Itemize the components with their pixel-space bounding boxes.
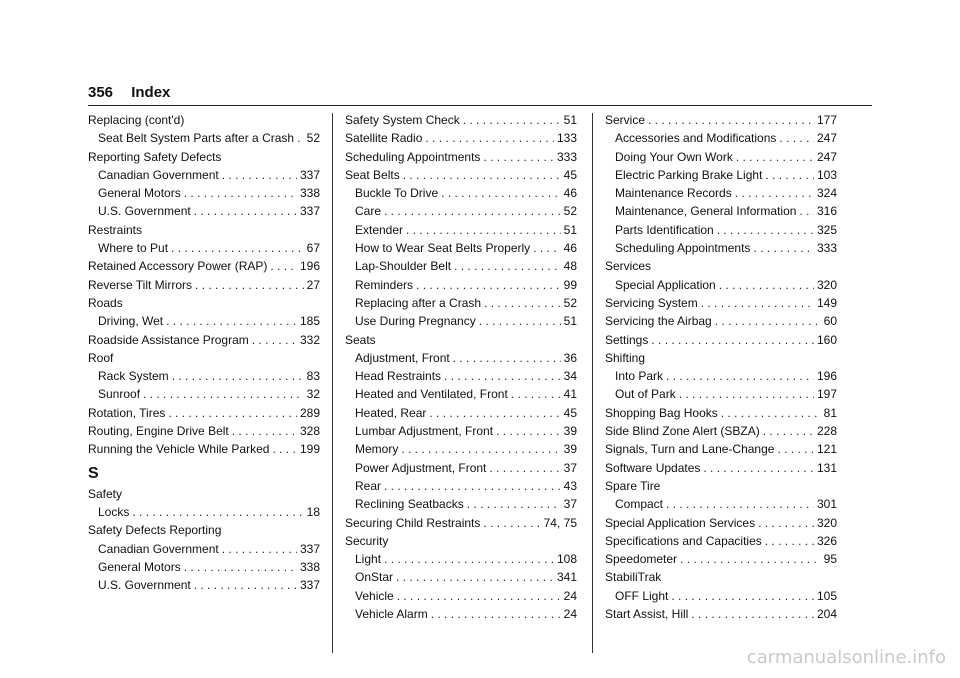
entry-page: 52	[306, 131, 320, 146]
index-heading: Roads	[88, 295, 123, 310]
entry-term: General Motors	[98, 559, 181, 574]
dot-leader	[397, 589, 561, 603]
dot-leader	[736, 150, 814, 164]
entry-page: 46	[563, 241, 577, 256]
entry-term: Vehicle Alarm	[355, 607, 428, 622]
index-entry	[88, 278, 320, 296]
index-entry	[605, 442, 837, 460]
entry-page: 228	[816, 424, 837, 439]
entry-term: Extender	[355, 222, 404, 237]
index-subentry	[605, 497, 837, 515]
dot-leader	[444, 369, 561, 383]
entry-page: 131	[816, 460, 837, 475]
index-subentry	[88, 387, 320, 405]
dot-leader	[489, 461, 560, 475]
entry-page: 196	[816, 369, 837, 384]
entry-page: 320	[816, 277, 837, 292]
index-heading: Security	[345, 533, 389, 548]
entry-term: Service	[605, 113, 646, 127]
entry-page: 32	[306, 387, 320, 402]
index-column-2	[345, 113, 577, 625]
dot-leader	[666, 497, 814, 511]
entry-page: 204	[816, 607, 837, 622]
index-subentry	[345, 552, 577, 570]
entry-page: 95	[823, 552, 837, 567]
index-subentry	[88, 314, 320, 332]
index-entry	[345, 131, 577, 149]
dot-leader	[765, 534, 814, 548]
index-subentry	[345, 369, 577, 387]
entry-page: 52	[563, 295, 577, 310]
entry-page: 149	[816, 295, 837, 310]
entry-term: Rack System	[98, 369, 169, 384]
entry-term: Speedometer	[605, 552, 678, 567]
dot-leader	[719, 278, 814, 292]
index-subentry	[88, 241, 320, 259]
entry-page: 83	[306, 369, 320, 384]
dot-leader	[777, 442, 814, 456]
index-subentry	[605, 204, 837, 222]
dot-leader	[496, 424, 561, 438]
entry-page: 18	[306, 504, 320, 519]
dot-leader	[533, 241, 560, 255]
index-subentry	[88, 560, 320, 578]
dot-leader	[479, 314, 561, 328]
entry-page: 105	[816, 588, 837, 603]
entry-term: Doing Your Own Work	[615, 149, 733, 164]
index-subentry	[605, 241, 837, 259]
index-entry	[605, 314, 837, 332]
entry-page: 328	[299, 424, 320, 439]
index-subentry	[605, 223, 837, 241]
entry-page: 36	[563, 350, 577, 365]
entry-page: 24	[563, 588, 577, 603]
index-subentry	[345, 223, 577, 241]
entry-page: 39	[563, 442, 577, 457]
entry-term: Special Application Services	[605, 515, 756, 530]
entry-term: Lumbar Adjustment, Front	[355, 424, 494, 439]
entry-page: 289	[299, 405, 320, 420]
entry-page: 333	[816, 241, 837, 256]
entry-term: U.S. Government	[98, 204, 191, 219]
entry-term: Locks	[98, 504, 130, 519]
entry-page: 45	[563, 405, 577, 420]
dot-leader	[753, 241, 814, 255]
entry-term: Seat Belt System Parts after a Crash	[98, 131, 295, 146]
dot-leader	[483, 150, 554, 164]
entry-term: OnStar	[355, 570, 394, 585]
dot-leader	[463, 113, 561, 127]
entry-term: Use During Pregnancy	[355, 314, 476, 329]
dot-leader	[425, 131, 554, 145]
page-header	[88, 84, 170, 101]
entry-term: Signals, Turn and Lane-Change	[605, 442, 775, 457]
entry-term: Reclining Seatbacks	[355, 497, 464, 512]
dot-leader	[172, 369, 304, 383]
dot-leader	[431, 607, 561, 621]
entry-page: 199	[299, 442, 320, 457]
entry-page: 196	[299, 259, 320, 274]
dot-leader	[691, 607, 814, 621]
index-entry	[605, 534, 837, 552]
entry-term: Running the Vehicle While Parked	[88, 442, 270, 457]
entry-term: Reminders	[355, 277, 414, 292]
entry-term: Canadian Government	[98, 541, 219, 556]
entry-page: 41	[563, 387, 577, 402]
entry-term: Head Restraints	[355, 369, 442, 384]
index-entry	[605, 552, 837, 570]
entry-page: 37	[563, 460, 577, 475]
entry-term: Power Adjustment, Front	[355, 460, 487, 475]
index-entry	[605, 333, 837, 351]
dot-leader	[384, 204, 561, 218]
entry-page: 46	[563, 186, 577, 201]
index-subentry	[88, 505, 320, 523]
entry-term: Adjustment, Front	[355, 350, 450, 365]
dot-leader	[166, 314, 297, 328]
entry-page: 74, 75	[543, 515, 577, 530]
entry-term: Seat Belts	[345, 167, 400, 182]
dot-leader	[763, 424, 814, 438]
entry-page: 337	[299, 541, 320, 556]
index-subentry	[345, 259, 577, 277]
index-subentry	[88, 542, 320, 560]
index-subentry	[345, 461, 577, 479]
entry-term: Care	[355, 204, 382, 219]
index-subentry	[345, 442, 577, 460]
dot-leader	[666, 369, 814, 383]
entry-page: 27	[306, 277, 320, 292]
dot-leader	[416, 278, 561, 292]
dot-leader	[651, 333, 814, 347]
entry-term: Safety System Check	[345, 113, 460, 127]
entry-page: 121	[816, 442, 837, 457]
dot-leader	[648, 113, 814, 127]
index-entry	[345, 168, 577, 186]
entry-page: 332	[299, 332, 320, 347]
dot-leader	[297, 131, 304, 145]
index-heading: Roof	[88, 350, 114, 365]
index-heading: Shifting	[605, 350, 646, 365]
entry-page: 337	[299, 204, 320, 219]
entry-term: Rear	[355, 478, 382, 493]
entry-page: 108	[556, 552, 577, 567]
index-heading: Restraints	[88, 222, 143, 237]
index-entry	[345, 516, 577, 534]
index-subentry	[88, 131, 320, 149]
entry-term: Heated, Rear	[355, 405, 427, 420]
index-heading: Safety Defects Reporting	[88, 523, 222, 538]
entry-page: 301	[816, 497, 837, 512]
entry-page: 338	[299, 186, 320, 201]
dot-leader	[384, 552, 554, 566]
index-subentry	[345, 241, 577, 259]
dot-leader	[252, 333, 297, 347]
dot-leader	[671, 589, 814, 603]
page-title: Index	[131, 84, 171, 101]
index-entry	[605, 516, 837, 534]
dot-leader	[484, 296, 561, 310]
entry-page: 325	[816, 222, 837, 237]
dot-leader	[441, 186, 560, 200]
index-subentry	[605, 186, 837, 204]
entry-term: Start Assist, Hill	[605, 607, 689, 622]
index-entry	[605, 406, 837, 424]
dot-leader	[467, 497, 561, 511]
entry-term: Special Application	[615, 277, 716, 292]
dot-leader	[272, 442, 297, 456]
index-entry	[345, 150, 577, 168]
index-subentry	[345, 351, 577, 369]
dot-leader	[679, 387, 814, 401]
entry-term: Light	[355, 552, 382, 567]
dot-leader	[222, 168, 297, 182]
index-subentry	[345, 314, 577, 332]
index-subentry	[88, 204, 320, 222]
dot-leader	[168, 406, 297, 420]
section-letter: S	[88, 464, 99, 482]
entry-page: 60	[823, 314, 837, 329]
index-subentry	[605, 278, 837, 296]
entry-term: Compact	[615, 497, 664, 512]
index-entry	[88, 259, 320, 277]
column-divider	[332, 113, 333, 653]
entry-page: 337	[299, 167, 320, 182]
index-subentry	[605, 168, 837, 186]
index-subentry	[605, 131, 837, 149]
entry-page: 333	[556, 149, 577, 164]
dot-leader	[429, 406, 560, 420]
index-subentry	[345, 479, 577, 497]
entry-page: 43	[563, 478, 577, 493]
index-subentry	[345, 607, 577, 625]
entry-term: Heated and Ventilated, Front	[355, 387, 508, 402]
entry-term: Roadside Assistance Program	[88, 332, 249, 347]
index-heading: Seats	[345, 332, 376, 347]
entry-term: Settings	[605, 332, 649, 347]
entry-term: Out of Park	[615, 387, 676, 402]
index-subentry	[345, 570, 577, 588]
index-subentry	[345, 497, 577, 515]
entry-term: Into Park	[615, 369, 664, 384]
index-subentry	[88, 186, 320, 204]
dot-leader	[765, 168, 814, 182]
index-heading: Safety	[88, 486, 123, 501]
entry-page: 247	[816, 149, 837, 164]
entry-term: OFF Light	[615, 588, 669, 603]
dot-leader	[406, 223, 561, 237]
entry-page: 197	[816, 387, 837, 402]
index-subentry	[345, 186, 577, 204]
entry-page: 67	[306, 241, 320, 256]
index-column-3	[605, 113, 837, 625]
index-subentry	[345, 424, 577, 442]
index-subentry	[345, 204, 577, 222]
index-entry	[88, 406, 320, 424]
entry-term: Maintenance, General Information	[615, 204, 797, 219]
entry-term: Canadian Government	[98, 167, 219, 182]
index-subentry	[88, 578, 320, 596]
entry-page: 51	[563, 222, 577, 237]
dot-leader	[384, 479, 561, 493]
entry-term: Satellite Radio	[345, 131, 423, 146]
entry-page: 177	[816, 113, 837, 127]
dot-leader	[132, 505, 303, 519]
entry-page: 316	[816, 204, 837, 219]
entry-page: 24	[563, 607, 577, 622]
index-entry	[605, 607, 837, 625]
entry-page: 337	[299, 578, 320, 593]
entry-page: 39	[563, 424, 577, 439]
dot-leader	[511, 387, 561, 401]
entry-term: Buckle To Drive	[355, 186, 439, 201]
dot-leader	[143, 387, 304, 401]
index-entry	[605, 424, 837, 442]
entry-term: U.S. Government	[98, 578, 191, 593]
index-entry	[88, 442, 320, 460]
entry-page: 81	[823, 405, 837, 420]
entry-term: Replacing after a Crash	[355, 295, 482, 310]
index-entry	[88, 424, 320, 442]
dot-leader	[401, 442, 560, 456]
entry-page: 51	[563, 314, 577, 329]
entry-term: Servicing System	[605, 295, 698, 310]
entry-term: How to Wear Seat Belts Properly	[355, 241, 531, 256]
page-number: 356	[88, 84, 114, 101]
entry-term: Scheduling Appointments	[615, 241, 751, 256]
index-heading: Reporting Safety Defects	[88, 149, 222, 164]
dot-leader	[735, 186, 814, 200]
entry-term: Accessories and Modifications	[615, 131, 777, 146]
entry-page: 45	[563, 167, 577, 182]
index-subentry	[88, 369, 320, 387]
entry-term: General Motors	[98, 186, 181, 201]
entry-term: Lap-Shoulder Belt	[355, 259, 452, 274]
index-entry	[605, 296, 837, 314]
entry-term: Reverse Tilt Mirrors	[88, 277, 193, 292]
entry-term: Software Updates	[605, 460, 701, 475]
dot-leader	[184, 560, 297, 574]
entry-page: 341	[556, 570, 577, 585]
dot-leader	[779, 131, 814, 145]
index-subentry	[605, 369, 837, 387]
entry-page: 185	[299, 314, 320, 329]
entry-term: Securing Child Restraints	[345, 515, 481, 530]
entry-term: Memory	[355, 442, 399, 457]
entry-page: 99	[563, 277, 577, 292]
dot-leader	[717, 223, 814, 237]
entry-page: 247	[816, 131, 837, 146]
entry-page: 52	[563, 204, 577, 219]
index-subentry	[345, 296, 577, 314]
index-subentry	[345, 278, 577, 296]
entry-term: Specifications and Capacities	[605, 533, 762, 548]
index-subentry	[345, 406, 577, 424]
index-subentry	[345, 387, 577, 405]
index-entry	[345, 113, 577, 131]
entry-term: Vehicle	[355, 588, 394, 603]
dot-leader	[721, 406, 821, 420]
dot-leader	[453, 351, 561, 365]
entry-page: 326	[816, 533, 837, 548]
dot-leader	[195, 278, 304, 292]
index-subentry	[605, 150, 837, 168]
dot-leader	[715, 314, 821, 328]
entry-term: Scheduling Appointments	[345, 149, 481, 164]
dot-leader	[194, 204, 297, 218]
header-rule	[88, 105, 872, 106]
dot-leader	[222, 542, 297, 556]
index-heading: Replacing (cont'd)	[88, 113, 185, 127]
index-subentry	[345, 589, 577, 607]
entry-term: Routing, Engine Drive Belt	[88, 424, 229, 439]
entry-term: Side Blind Zone Alert (SBZA)	[605, 424, 760, 439]
entry-page: 37	[563, 497, 577, 512]
entry-page: 133	[556, 131, 577, 146]
dot-leader	[270, 259, 297, 273]
entry-page: 103	[816, 167, 837, 182]
entry-term: Servicing the Airbag	[605, 314, 712, 329]
dot-leader	[403, 168, 561, 182]
entry-page: 338	[299, 559, 320, 574]
index-subentry	[605, 589, 837, 607]
dot-leader	[483, 516, 540, 530]
dot-leader	[184, 186, 297, 200]
entry-term: Maintenance Records	[615, 186, 732, 201]
entry-term: Driving, Wet	[98, 314, 164, 329]
dot-leader	[454, 259, 561, 273]
index-heading: Services	[605, 259, 652, 274]
dot-leader	[680, 552, 821, 566]
entry-page: 48	[563, 259, 577, 274]
entry-page: 320	[816, 515, 837, 530]
dot-leader	[799, 204, 814, 218]
entry-page: 324	[816, 186, 837, 201]
index-subentry	[88, 168, 320, 186]
index-heading: Spare Tire	[605, 478, 661, 493]
index-column-1	[88, 113, 320, 596]
dot-leader	[396, 570, 554, 584]
dot-leader	[232, 424, 297, 438]
entry-term: Rotation, Tires	[88, 405, 166, 420]
entry-term: Shopping Bag Hooks	[605, 405, 718, 420]
watermark: carmanualsonline.info	[746, 647, 946, 668]
dot-leader	[758, 516, 814, 530]
entry-term: Retained Accessory Power (RAP)	[88, 259, 268, 274]
entry-page: 160	[816, 332, 837, 347]
entry-term: Electric Parking Brake Light	[615, 167, 763, 182]
entry-term: Parts Identification	[615, 222, 714, 237]
dot-leader	[194, 578, 297, 592]
index-subentry	[605, 387, 837, 405]
entry-term: Sunroof	[98, 387, 141, 402]
entry-page: 34	[563, 369, 577, 384]
index-heading: StabiliTrak	[605, 570, 662, 585]
dot-leader	[703, 461, 814, 475]
dot-leader	[171, 241, 304, 255]
entry-term: Where to Put	[98, 241, 169, 256]
index-entry	[605, 461, 837, 479]
index-entry	[88, 333, 320, 351]
dot-leader	[701, 296, 814, 310]
entry-page: 51	[563, 113, 577, 127]
index-entry	[605, 113, 837, 131]
column-divider	[592, 113, 593, 653]
